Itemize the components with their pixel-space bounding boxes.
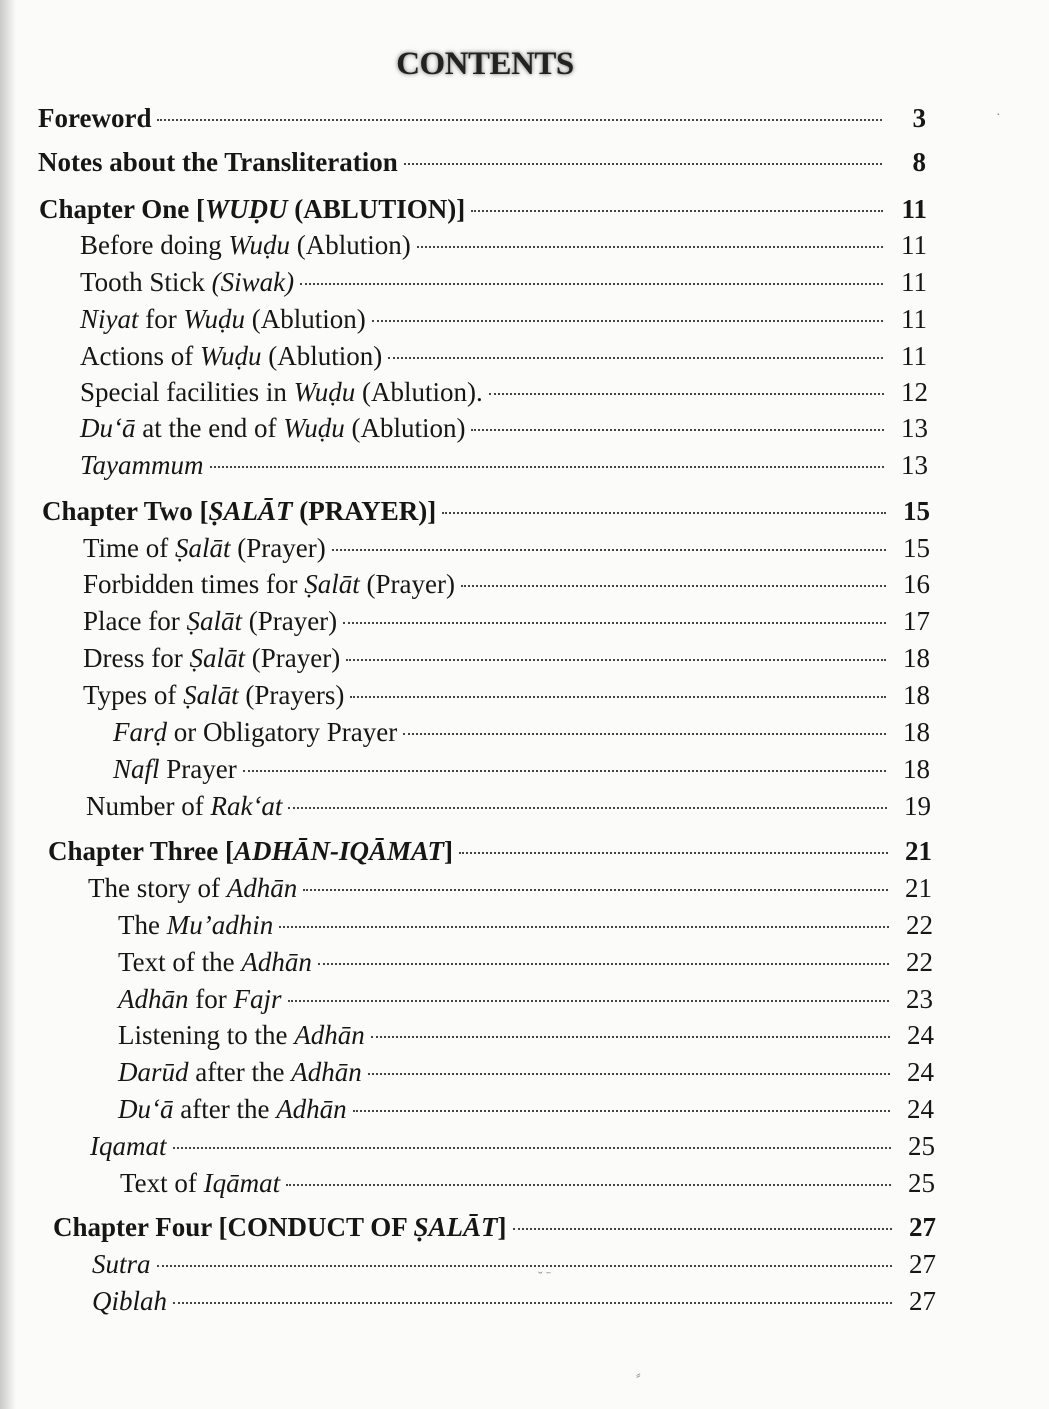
toc-entry-page: 11 [901, 230, 927, 260]
page-title: CONTENTS [396, 46, 574, 82]
toc-entry-page: 18 [903, 680, 930, 710]
toc-entry-label: Qiblah [92, 1286, 168, 1316]
toc-entry[interactable] [83, 641, 930, 675]
toc-entry-page: 16 [903, 569, 930, 599]
dot-leader [300, 283, 883, 285]
toc-entry[interactable] [80, 302, 927, 336]
toc-entry-label: Tooth Stick (Siwak) [80, 267, 295, 297]
toc-entry-label: Dress for Ṣalāt (Prayer) [83, 643, 341, 673]
toc-entry-label: Actions of Wuḍu (Ablution) [80, 341, 383, 371]
toc-entry[interactable] [113, 752, 930, 786]
toc-entry[interactable] [86, 789, 931, 823]
toc-entry[interactable] [118, 908, 933, 942]
toc-entry-page: 22 [906, 947, 933, 977]
toc-entry[interactable] [118, 1055, 934, 1089]
toc-entry-label: Special facilities in Wuḍu (Ablution). [80, 377, 483, 407]
toc-entry-label: Du‘ā at the end of Wuḍu (Ablution) [80, 413, 466, 443]
toc-entry-page: 13 [901, 413, 928, 443]
toc-entry-page: 21 [905, 836, 932, 866]
toc-entry-foreword[interactable] [38, 101, 926, 135]
dot-leader [332, 549, 886, 551]
toc-entry-label: Time of Ṣalāt (Prayer) [83, 533, 326, 563]
dot-leader [471, 210, 883, 212]
toc-entry-page: 25 [908, 1168, 935, 1198]
toc-entry-page: 18 [903, 754, 930, 784]
toc-entry-page: 11 [901, 304, 927, 334]
toc-entry-label: Forbidden times for Ṣalāt (Prayer) [83, 569, 455, 599]
dot-leader [346, 659, 886, 661]
toc-entry[interactable] [92, 1247, 936, 1281]
toc-entry[interactable] [80, 375, 928, 409]
toc-entry-label: Number of Rak‘at [86, 791, 283, 821]
dot-leader [303, 889, 888, 891]
toc-entry-page: 11 [901, 267, 927, 297]
toc-entry[interactable] [90, 1129, 935, 1163]
toc-chapter-one[interactable] [39, 192, 927, 226]
toc-entry-label: Chapter Two [ṢALĀT (PRAYER)] [42, 496, 437, 526]
scan-speck: · [996, 108, 1001, 123]
dot-leader [372, 320, 883, 322]
toc-entry-label: Notes about the Transliteration [38, 147, 398, 177]
toc-entry-page: 15 [903, 533, 930, 563]
dot-leader [404, 163, 882, 165]
toc-entry-page: 24 [907, 1094, 934, 1124]
toc-entry[interactable] [83, 531, 930, 565]
toc-entry-label: The Mu’adhin [118, 910, 274, 940]
toc-entry-label: Place for Ṣalāt (Prayer) [83, 606, 338, 636]
toc-entry-label: Text of the Adhān [118, 947, 312, 977]
dot-leader [279, 926, 889, 928]
dot-leader [318, 963, 889, 965]
toc-entry-page: 17 [903, 606, 930, 636]
toc-entry-page: 27 [909, 1286, 936, 1316]
scan-speck: ⸗ [636, 1368, 641, 1383]
dot-leader [288, 1000, 890, 1002]
dot-leader [353, 1110, 890, 1112]
toc-entry-label: The story of Adhān [88, 873, 298, 903]
dot-leader [157, 119, 882, 121]
toc-entry-label: Tayammum [80, 450, 204, 480]
toc-entry-label: Nafl Prayer [113, 754, 237, 784]
toc-entry-label: Du‘ā after the Adhān [118, 1094, 347, 1124]
dot-leader [286, 1184, 891, 1186]
dot-leader [417, 246, 883, 248]
toc-chapter-two[interactable] [42, 494, 930, 528]
toc-entry-page: 21 [905, 873, 932, 903]
dot-leader [343, 622, 886, 624]
toc-entry-label: Chapter One [WUḌU (ABLUTION)] [39, 194, 466, 224]
toc-entry-page: 25 [908, 1131, 935, 1161]
toc-entry[interactable] [88, 871, 932, 905]
toc-entry[interactable] [83, 567, 930, 601]
scan-speck: ˘ ˉ [538, 1270, 551, 1285]
toc-entry-page: 22 [906, 910, 933, 940]
toc-entry-page: 19 [904, 791, 931, 821]
toc-entry[interactable] [83, 678, 930, 712]
toc-entry-page: 24 [907, 1057, 934, 1087]
toc-chapter-four[interactable] [53, 1210, 936, 1244]
dot-leader [173, 1302, 892, 1304]
toc-entry-label: Niyat for Wuḍu (Ablution) [80, 304, 366, 334]
toc-entry-label: Darūd after the Adhān [118, 1057, 362, 1087]
dot-leader [513, 1228, 892, 1230]
toc-entry-label: Chapter Three [ADHĀN-IQĀMAT] [48, 836, 454, 866]
toc-entry-label: Foreword [38, 103, 152, 133]
toc-entry-page: 27 [909, 1249, 936, 1279]
dot-leader [442, 512, 886, 514]
toc-entry-page: 27 [909, 1212, 936, 1242]
toc-entry[interactable] [118, 945, 933, 979]
dot-leader [489, 393, 884, 395]
toc-entry-page: 8 [912, 147, 926, 177]
toc-entry-page: 15 [903, 496, 930, 526]
toc-entry-label: Types of Ṣalāt (Prayers) [83, 680, 345, 710]
toc-entry-label: Adhān for Fajr [118, 984, 282, 1014]
dot-leader [459, 852, 888, 854]
dot-leader [243, 770, 886, 772]
toc-entry-page: 12 [901, 377, 928, 407]
toc-entry-page: 11 [901, 194, 927, 224]
toc-entry-label: Sutra [92, 1249, 151, 1279]
toc-entry-page: 13 [901, 450, 928, 480]
toc-entry[interactable] [83, 604, 930, 638]
toc-entry-page: 18 [903, 643, 930, 673]
dot-leader [471, 429, 884, 431]
toc-entry[interactable] [80, 448, 928, 482]
toc-entry-page: 24 [907, 1020, 934, 1050]
toc-entry[interactable] [118, 982, 933, 1016]
dot-leader [388, 357, 883, 359]
dot-leader [368, 1073, 890, 1075]
dot-leader [157, 1265, 892, 1267]
toc-entry-page: 11 [901, 341, 927, 371]
toc-entry[interactable] [80, 265, 927, 299]
toc-entry[interactable] [120, 1166, 935, 1200]
dot-leader [288, 807, 887, 809]
dot-leader [461, 585, 886, 587]
toc-chapter-three[interactable] [48, 834, 932, 868]
toc-entry[interactable] [80, 339, 927, 373]
toc-entry-label: Before doing Wuḍu (Ablution) [80, 230, 411, 260]
toc-entry[interactable] [118, 1092, 934, 1126]
toc-entry-label: Iqamat [90, 1131, 167, 1161]
toc-entry[interactable] [113, 715, 930, 749]
toc-entry-page: 18 [903, 717, 930, 747]
toc-entry-page: 23 [906, 984, 933, 1014]
toc-entry-label: Listening to the Adhān [118, 1020, 365, 1050]
dot-leader [371, 1036, 890, 1038]
toc-entry-page: 3 [912, 103, 926, 133]
toc-entry[interactable] [118, 1018, 934, 1052]
toc-entry[interactable] [92, 1284, 936, 1318]
toc-entry-notes[interactable] [38, 145, 926, 179]
dot-leader [210, 466, 884, 468]
toc-entry[interactable] [80, 411, 928, 445]
dot-leader [173, 1147, 892, 1149]
toc-entry[interactable] [80, 228, 927, 262]
dot-leader [350, 696, 886, 698]
dot-leader [403, 733, 886, 735]
toc-entry-label: Chapter Four [CONDUCT OF ṢALĀT] [53, 1212, 507, 1242]
toc-entry-label: Farḍ or Obligatory Prayer [113, 717, 398, 747]
toc-entry-label: Text of Iqāmat [120, 1168, 281, 1198]
